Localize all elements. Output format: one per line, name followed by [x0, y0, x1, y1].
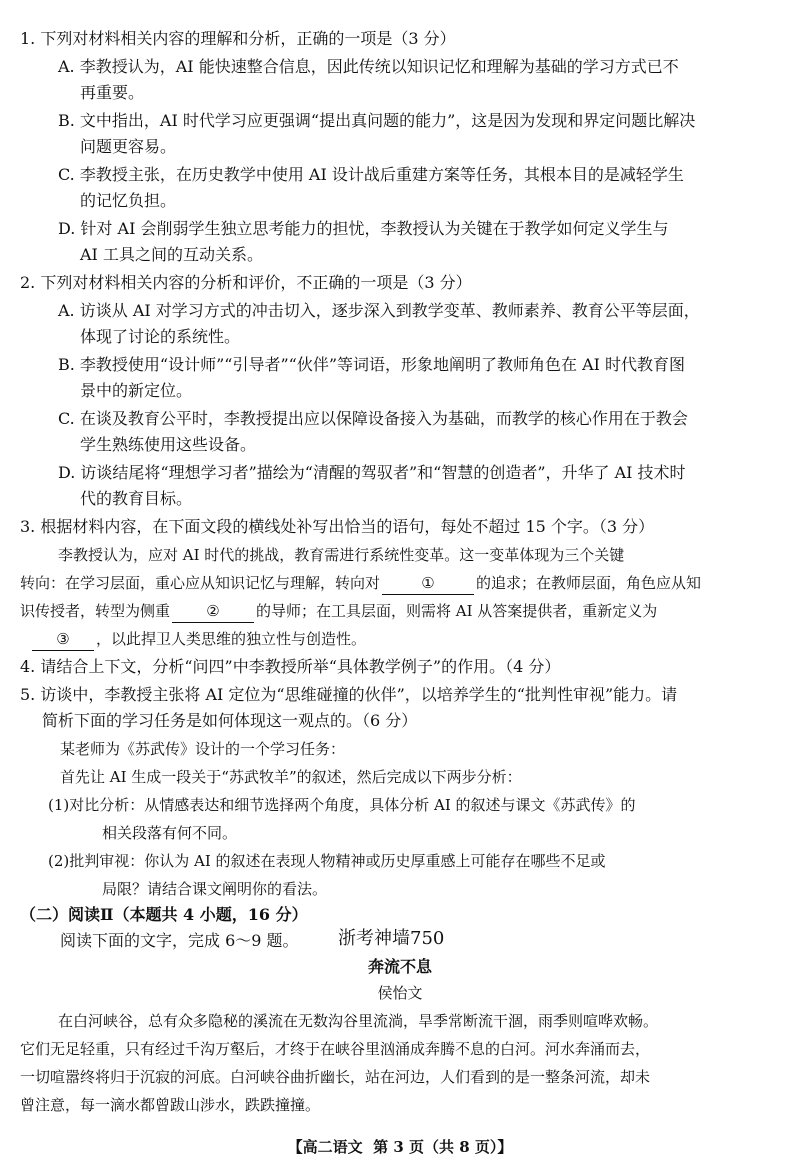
q3-passage-line3: [20, 600, 657, 623]
section2-heading: （二）阅读Ⅱ（本题共 4 小题，16 分）: [20, 905, 308, 924]
q1-option-c-line2: 的记忆负担。: [80, 191, 177, 210]
article-paragraph-line3: 一切喧嚣终将归于沉寂的河底。白河峡谷曲折幽长，站在河边，人们看到的是一整条河流，却未: [20, 1068, 651, 1086]
q2-option-d-line2: 代的教育目标。: [80, 489, 193, 508]
q2-option-d-line1: D. 访谈结尾将“理想学习者”描绘为“清醒的驾驭者”和“智慧的创造者”，升华了 AI 技术时: [58, 463, 686, 482]
q1-option-d-line2: AI 工具之间的互动关系。: [80, 245, 263, 264]
q2-option-b-line1: B. 李教授使用“设计师”“引导者”“伙伴”等词语，形象地阐明了教师角色在 AI 时代教育图: [58, 355, 686, 374]
q5-stem-line1: 5. 访谈中，李教授主张将 AI 定位为“思维碰撞的伙伴”，以培养学生的“批判性审视”能力。请: [20, 685, 678, 704]
q3-blank-1[interactable]: ①: [382, 572, 474, 595]
watermark: 浙考神墙750: [338, 928, 445, 949]
page-footer: [0, 1136, 800, 1158]
article-paragraph-line2: 它们无足轻重，只有经过千沟万壑后，才终于在峡谷里汹涌成奔腾不息的白河。河水奔涌而去，: [20, 1040, 651, 1058]
q3-passage-line4-text: ，以此捍卫人类思维的独立性与创造性。: [96, 630, 367, 648]
q5-task-intro: 某老师为《苏武传》设计的一个学习任务：: [60, 740, 346, 758]
q1-option-a-line1: A. 李教授认为，AI 能快速整合信息，因此传统以知识记忆和理解为基础的学习方式已不: [58, 57, 679, 76]
q3-passage-line4: [30, 628, 366, 651]
q2-stem: 2. 下列对材料相关内容的分析和评价，不正确的一项是（3 分）: [20, 273, 472, 292]
q1-option-b-line1: B. 文中指出，AI 时代学习应更强调“提出真问题的能力”，这是因为发现和界定问题比解决: [58, 111, 696, 130]
footer-subject: 【高二语文: [287, 1138, 363, 1156]
article-author: 侯怡文: [377, 984, 423, 1002]
q2-option-a-line1: A. 访谈从 AI 对学习方式的冲击切入，逐步深入到教学变革、教师素养、教育公平等层面，: [58, 301, 700, 320]
q3-passage-line3-b: 的导师；在工具层面，则需将 AI 从答案提供者，重新定义为: [256, 602, 658, 620]
footer-page-number: 第 3 页（共 8 页）】: [373, 1138, 513, 1156]
q5-task-1-line2: 相关段落有何不同。: [102, 824, 238, 842]
q2-option-b-line2: 景中的新定位。: [80, 381, 193, 400]
q3-passage-line1: 李教授认为，应对 AI 时代的挑战，教育需进行系统性变革。这一变革体现为三个关键: [58, 546, 625, 564]
q3-blank-3[interactable]: ③: [32, 628, 94, 651]
q1-option-d-line1: D. 针对 AI 会削弱学生独立思考能力的担忧，李教授认为关键在于教学如何定义学生与: [58, 219, 669, 238]
q1-option-c-line1: C. 李教授主张，在历史教学中使用 AI 设计战后重建方案等任务，其根本目的是减轻学生: [58, 165, 684, 184]
q2-option-c-line2: 学生熟练使用这些设备。: [80, 435, 257, 454]
q3-passage-line2-b: 的追求；在教师层面，角色应从知: [476, 574, 702, 592]
article-paragraph-line1: 在白河峡谷，总有众多隐秘的溪流在无数沟谷里流淌，旱季常断流干涸，雨季则喧哗欢畅。: [58, 1012, 659, 1030]
q2-option-a-line2: 体现了讨论的系统性。: [80, 327, 241, 346]
q5-task-step: 首先让 AI 生成一段关于“苏武牧羊”的叙述，然后完成以下两步分析：: [60, 768, 522, 786]
section2-instruction: 阅读下面的文字，完成 6～9 题。: [60, 931, 299, 950]
q5-stem-line2: 简析下面的学习任务是如何体现这一观点的。（6 分）: [42, 711, 418, 730]
article-title: 奔流不息: [367, 957, 432, 976]
q5-task-2-line2: 局限？请结合课文阐明你的看法。: [102, 880, 328, 898]
q5-task-2-line1: (2)批判审视：你认为 AI 的叙述在表现人物精神或历史厚重感上可能存在哪些不足或: [48, 852, 606, 870]
q2-option-c-line1: C. 在谈及教育公平时，李教授提出应以保障设备接入为基础，而教学的核心作用在于教会: [58, 409, 688, 428]
q1-stem: 1. 下列对材料相关内容的理解和分析，正确的一项是（3 分）: [20, 29, 456, 48]
q5-task-1-line1: (1)对比分析：从情感表达和细节选择两个角度，具体分析 AI 的叙述与课文《苏武传》的: [48, 796, 636, 814]
q1-option-a-line2: 再重要。: [80, 83, 145, 102]
q3-passage-line2: [20, 572, 701, 595]
q3-stem: 3. 根据材料内容，在下面文段的横线处补写出恰当的语句，每处不超过 15 个字。（3 分）: [20, 517, 655, 536]
q3-passage-line3-a: 识传授者，转型为侧重: [20, 602, 171, 620]
article-paragraph-line4: 曾注意，每一滴水都曾跋山涉水，跌跌撞撞。: [20, 1096, 321, 1114]
q1-option-b-line2: 问题更容易。: [80, 137, 177, 156]
q4-stem: 4. 请结合上下文，分析“问四”中李教授所举“具体教学例子”的作用。（4 分）: [20, 657, 561, 676]
q3-passage-line2-a: 转向：在学习层面，重心应从知识记忆与理解，转向对: [20, 574, 381, 592]
q3-blank-2[interactable]: ②: [172, 600, 254, 623]
